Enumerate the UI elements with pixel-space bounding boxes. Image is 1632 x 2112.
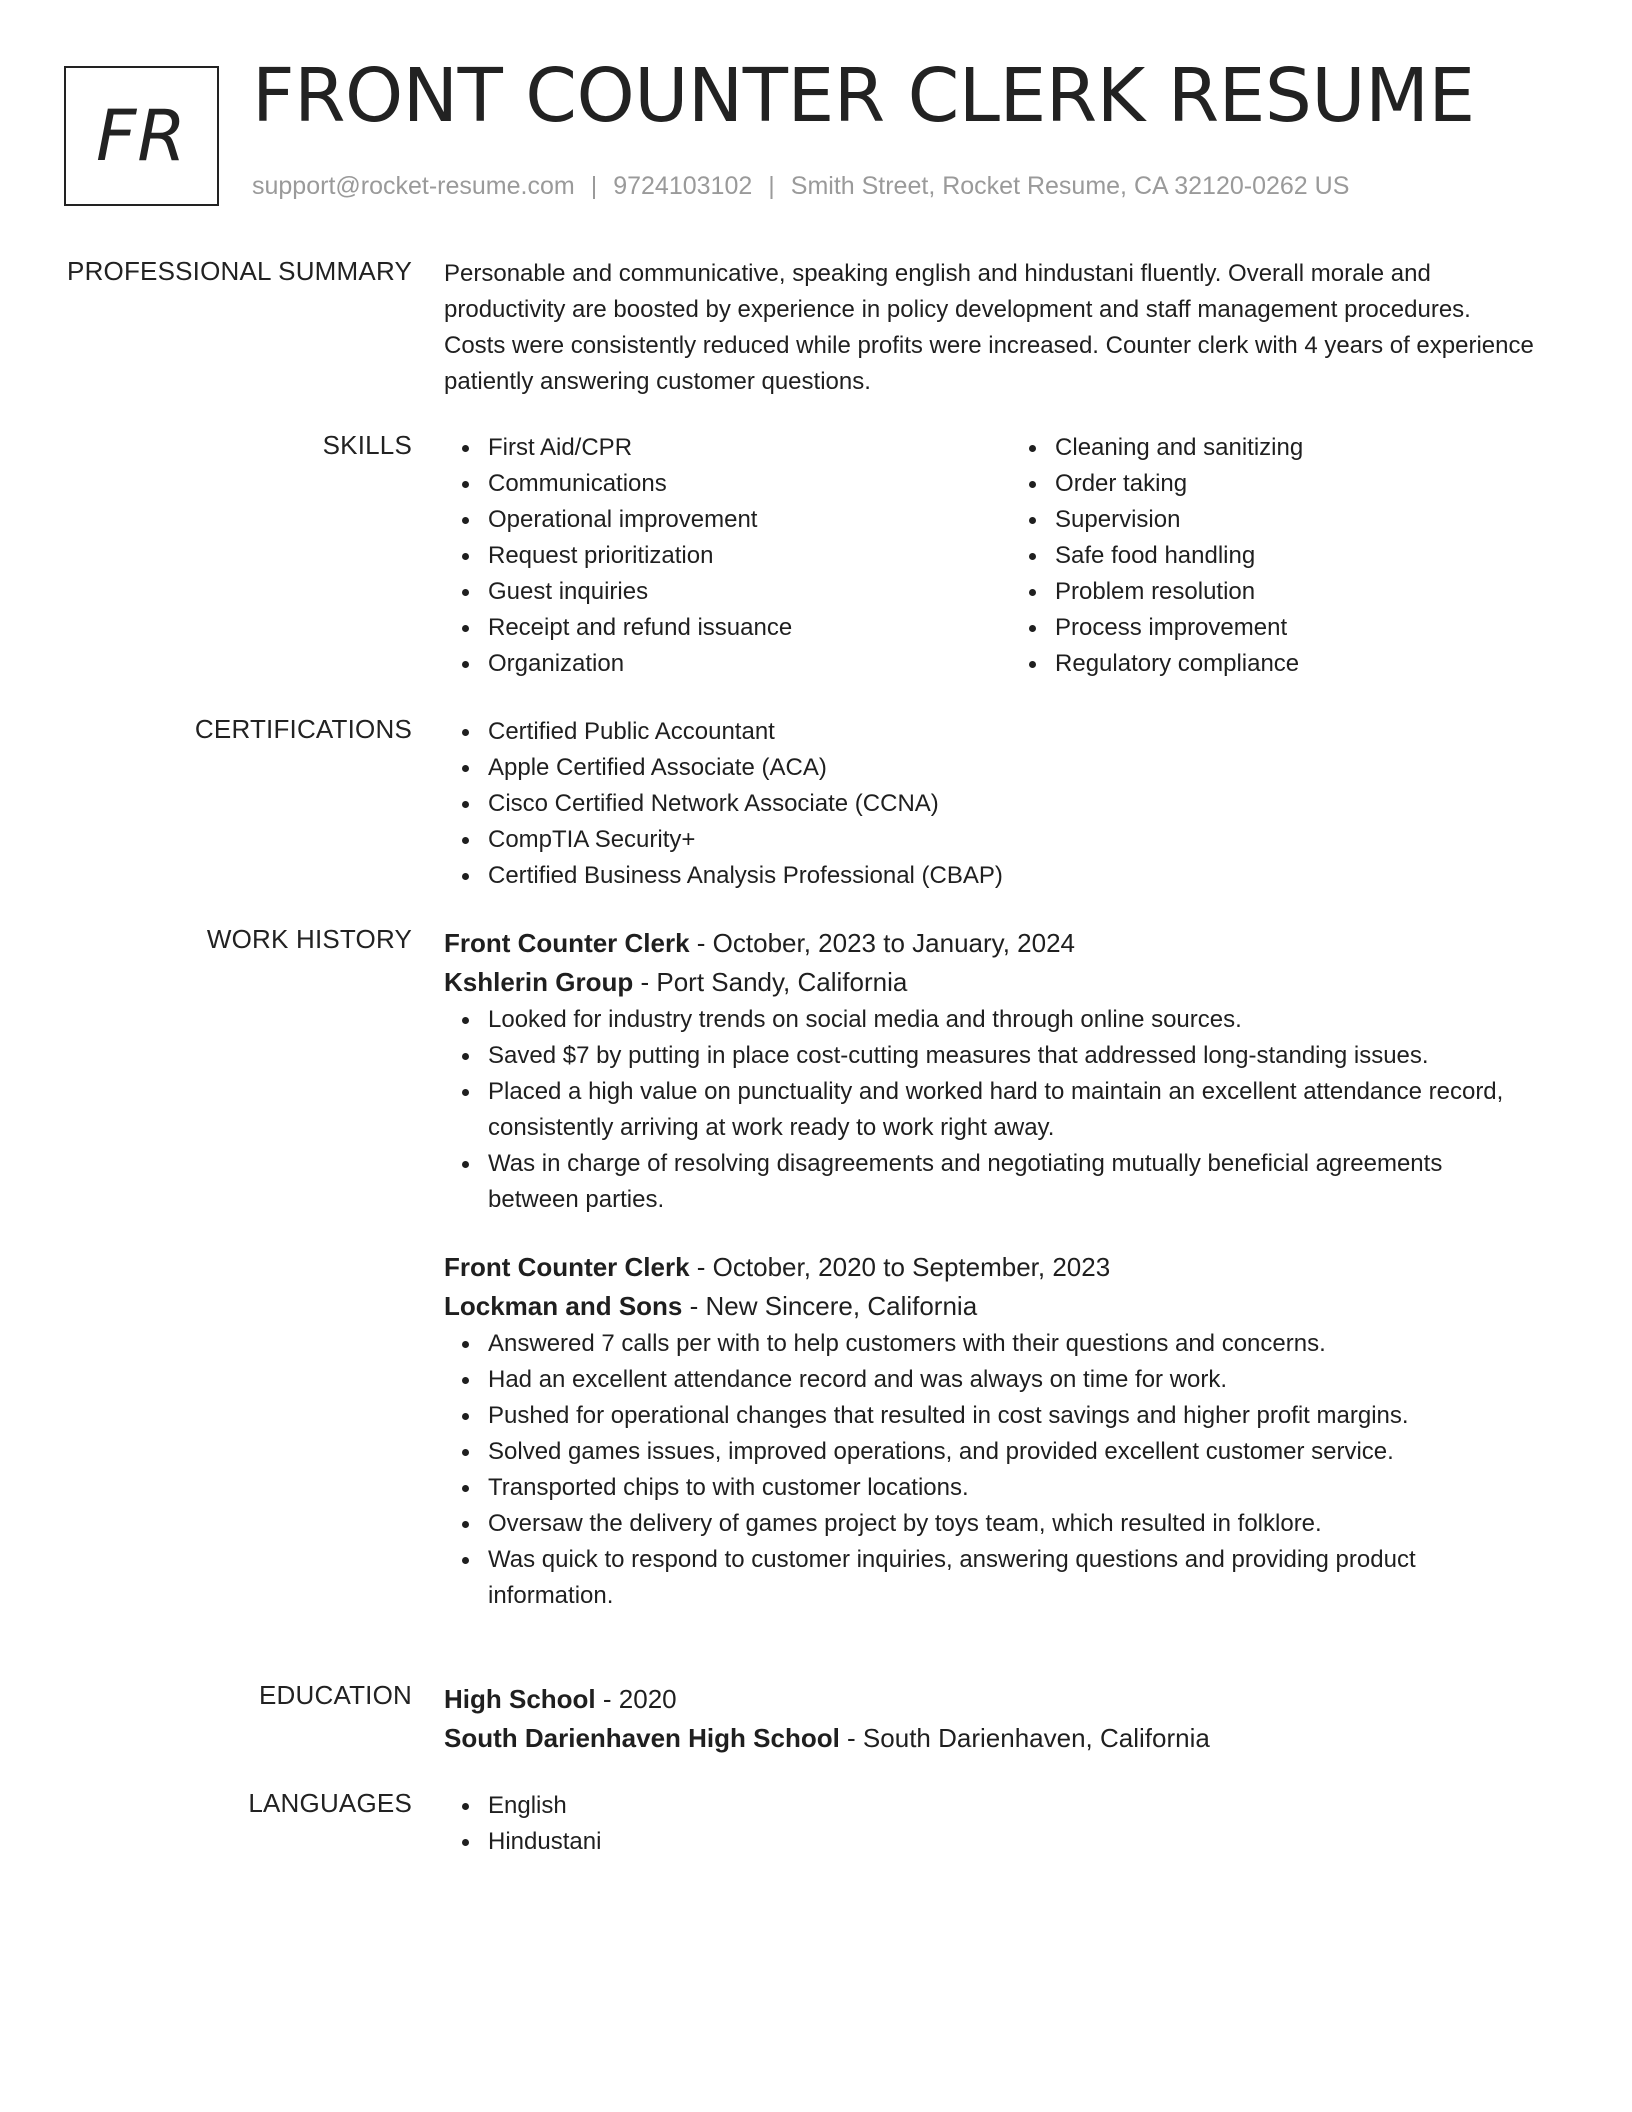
job-duty-item: Oversaw the delivery of games project by toys team, which resulted in folklore. <box>488 1506 1534 1542</box>
job-duty-item: Was in charge of resolving disagreements and negotiating mutually beneficial agreements between parties. <box>488 1146 1534 1218</box>
education-degree-line <box>444 1680 1534 1719</box>
skill-item: Operational improvement <box>488 502 1011 538</box>
skill-item: Problem resolution <box>1055 574 1534 610</box>
certification-item: Certified Public Accountant <box>488 714 1534 750</box>
skill-item: Request prioritization <box>488 538 1011 574</box>
certification-item: Certified Business Analysis Professional (CBAP) <box>488 858 1534 894</box>
languages-list <box>444 1788 1534 1860</box>
job-duty-item: Solved games issues, improved operations, and provided excellent customer service. <box>488 1434 1534 1470</box>
skills-label: SKILLS <box>322 430 412 460</box>
job-dates: - October, 2020 to September, 2023 <box>689 1252 1111 1282</box>
job-duty-item: Pushed for operational changes that resulted in cost savings and higher profit margins. <box>488 1398 1534 1434</box>
job-entry <box>444 924 1534 1218</box>
education-degree: High School <box>444 1684 596 1714</box>
job-company: Kshlerin Group <box>444 967 634 997</box>
resume-title: FRONT COUNTER CLERK RESUME <box>252 53 1475 139</box>
education-school-line <box>444 1719 1534 1758</box>
certifications-list <box>444 714 1534 894</box>
education-body <box>444 1680 1534 1758</box>
work-history-label: WORK HISTORY <box>206 924 412 954</box>
skills-column-left <box>444 430 1011 682</box>
languages-body <box>444 1788 1534 1860</box>
contact-separator: | <box>590 172 598 200</box>
job-duty-item: Answered 7 calls per with to help customers with their questions and concerns. <box>488 1326 1534 1362</box>
summary-label: PROFESSIONAL SUMMARY <box>67 256 412 286</box>
skills-list <box>444 430 1534 682</box>
skill-item: Supervision <box>1055 502 1534 538</box>
work-history-body <box>444 924 1534 1614</box>
contact-email[interactable]: support@rocket-resume.com <box>252 172 575 200</box>
skill-item: Cleaning and sanitizing <box>1055 430 1534 466</box>
certification-item: Apple Certified Associate (ACA) <box>488 750 1534 786</box>
skill-item: Communications <box>488 466 1011 502</box>
job-dates: - October, 2023 to January, 2024 <box>689 928 1076 958</box>
job-duty-item: Placed a high value on punctuality and worked hard to maintain an excellent attendance record, consistently arriving at work ready to work right away. <box>488 1074 1534 1146</box>
skill-item: Process improvement <box>1055 610 1534 646</box>
education-year: - 2020 <box>595 1684 677 1714</box>
monogram-initials: FR <box>96 95 187 177</box>
job-duty-item: Had an excellent attendance record and was always on time for work. <box>488 1362 1534 1398</box>
job-duties-list <box>444 1326 1534 1614</box>
contact-address: Smith Street, Rocket Resume, CA 32120-0262 US <box>790 172 1350 200</box>
job-entry <box>444 1248 1534 1614</box>
language-item: Hindustani <box>488 1824 1534 1860</box>
contact-phone[interactable]: 9724103102 <box>613 172 753 200</box>
skill-item: Order taking <box>1055 466 1534 502</box>
skill-item: Organization <box>488 646 1011 682</box>
certifications-body <box>444 714 1534 894</box>
job-company: Lockman and Sons <box>444 1291 683 1321</box>
job-location: - New Sincere, California <box>682 1291 978 1321</box>
job-title: Front Counter Clerk <box>444 1252 690 1282</box>
education-label: EDUCATION <box>259 1680 412 1710</box>
certification-item: Cisco Certified Network Associate (CCNA) <box>488 786 1534 822</box>
job-company-line <box>444 1287 1534 1326</box>
job-title: Front Counter Clerk <box>444 928 690 958</box>
certification-item: CompTIA Security+ <box>488 822 1534 858</box>
job-location: - Port Sandy, California <box>633 967 908 997</box>
contact-line <box>252 172 1349 201</box>
education-school: South Darienhaven High School <box>444 1723 840 1753</box>
language-item: English <box>488 1788 1534 1824</box>
skill-item: Receipt and refund issuance <box>488 610 1011 646</box>
job-company-line <box>444 963 1534 1002</box>
job-duties-list <box>444 1002 1534 1218</box>
job-duty-item: Looked for industry trends on social media and through online sources. <box>488 1002 1534 1038</box>
languages-label: LANGUAGES <box>248 1788 412 1818</box>
job-duty-item: Transported chips to with customer locations. <box>488 1470 1534 1506</box>
job-duty-item: Was quick to respond to customer inquiries, answering questions and providing product information. <box>488 1542 1534 1614</box>
summary-text: Personable and communicative, speaking english and hindustani fluently. Overall morale and productivity are boosted by experience in policy development and staff management procedures. Costs were consistently reduced while profits were increased. Counter clerk with 4 years of experience patiently answering customer questions. <box>444 260 1534 395</box>
job-duty-item: Saved $7 by putting in place cost-cutting measures that addressed long-standing issues. <box>488 1038 1534 1074</box>
skill-item: Safe food handling <box>1055 538 1534 574</box>
certifications-label: CERTIFICATIONS <box>194 714 412 744</box>
contact-separator: | <box>768 172 775 200</box>
skill-item: First Aid/CPR <box>488 430 1011 466</box>
skill-item: Guest inquiries <box>488 574 1011 610</box>
job-title-line <box>444 924 1534 963</box>
education-location: - South Darienhaven, California <box>839 1723 1210 1753</box>
job-title-line <box>444 1248 1534 1287</box>
skill-item: Regulatory compliance <box>1055 646 1534 682</box>
monogram-box <box>64 66 219 206</box>
skills-column-right <box>1011 430 1534 682</box>
